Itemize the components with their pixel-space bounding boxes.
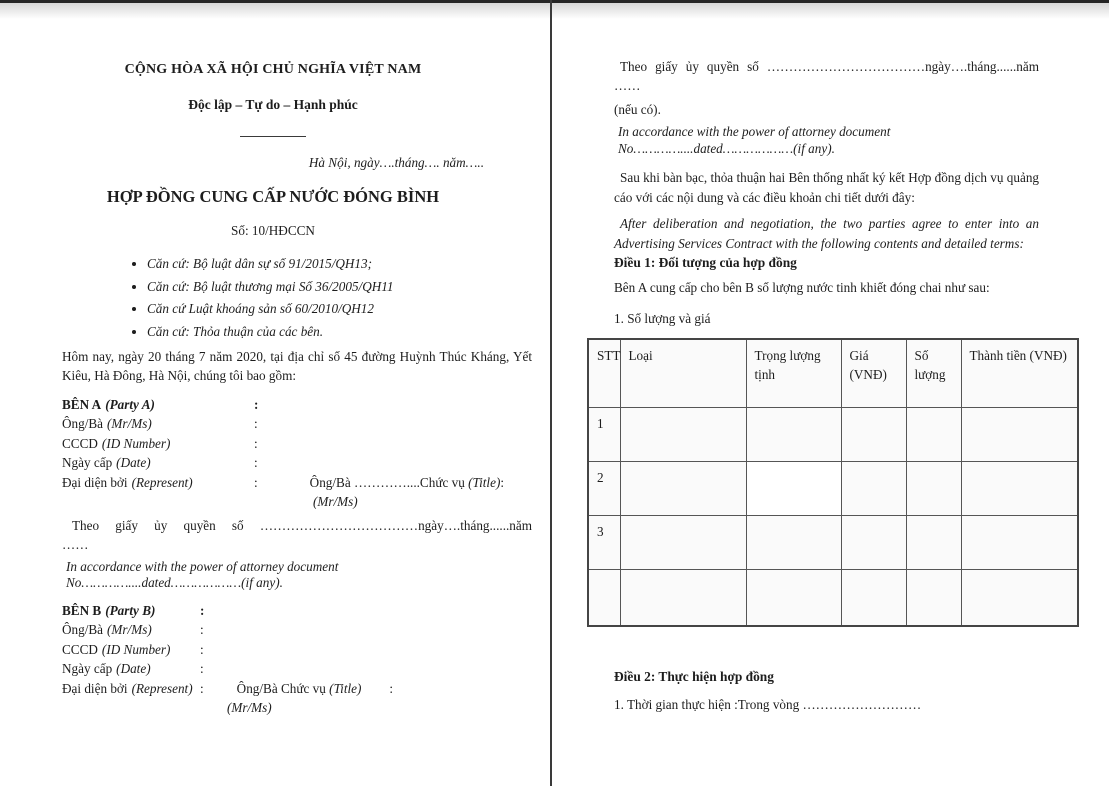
colon: :	[254, 396, 259, 412]
field-label: Ngày cấp	[62, 661, 113, 676]
legal-basis-item: • Căn cứ: Bộ luật thương mại Số 36/2005/QH11	[147, 277, 532, 296]
national-motto: Độc lập – Tự do – Hạnh phúc	[188, 97, 358, 112]
table-cell[interactable]	[841, 515, 906, 569]
table-cell-stt: 2	[588, 461, 620, 515]
table-cell[interactable]	[906, 569, 961, 626]
field-value[interactable]: :	[200, 661, 204, 676]
table-header-price: Giá (VNĐ)	[841, 339, 906, 407]
page-top-edge	[0, 0, 1109, 3]
table-cell[interactable]	[746, 569, 841, 626]
poa-english-line1: In accordance with the power of attorney document	[66, 558, 339, 574]
table-cell[interactable]	[620, 515, 746, 569]
colon: :	[200, 602, 205, 618]
colon: :	[500, 474, 505, 490]
party-a-section	[62, 395, 532, 512]
party-a-row-date	[62, 453, 532, 473]
field-label: Ông/Bà	[62, 416, 104, 431]
table-cell-stt: 1	[588, 407, 620, 461]
party-a-row-represent	[62, 473, 532, 493]
title-label: (Title)	[468, 474, 501, 490]
table-cell[interactable]	[961, 461, 1078, 515]
field-label: Ông/Bà	[62, 622, 104, 637]
poa-line-continuation: ……	[614, 78, 641, 93]
article-1-heading: Điều 1: Đối tượng của hợp đồng	[614, 255, 797, 270]
party-a-row-mrms	[62, 492, 532, 512]
article-1-intro: Bên A cung cấp cho bên B số lượng nước tinh khiết đóng chai như sau:	[614, 280, 990, 295]
article-2-heading: Điều 2: Thực hiện hợp đồng	[614, 669, 774, 684]
table-header-stt: STT	[588, 339, 620, 407]
party-a-name-en: (Party A)	[105, 396, 155, 412]
poa-line[interactable]: Theo giấy ủy quyền số ………………………………ngày….tháng......năm	[620, 59, 1039, 74]
field-label-en: (Date)	[116, 455, 151, 470]
contract-number: Số: 10/HĐCCN	[231, 223, 315, 238]
field-value[interactable]: :	[254, 455, 258, 470]
products-table	[587, 338, 1079, 627]
contract-title: HỢP ĐỒNG CUNG CẤP NƯỚC ĐÓNG BÌNH	[106, 187, 440, 206]
table-cell[interactable]	[746, 407, 841, 461]
agreement-paragraph-vi: Sau khi bàn bạc, thỏa thuận hai Bên thống nhất ký kết Hợp đồng dịch vụ quảng cáo với các nội dung và các điều khoản chi tiết dưới đây:	[614, 170, 1040, 205]
poa-english-line2: No…………....dated………………(if any).	[66, 575, 283, 590]
table-cell[interactable]	[961, 407, 1078, 461]
table-cell[interactable]	[841, 407, 906, 461]
party-a-name: BÊN A	[62, 396, 102, 412]
table-row	[588, 569, 1078, 626]
colon: :	[254, 474, 258, 490]
field-label-en: (Represent)	[131, 474, 193, 490]
table-header-type: Loại	[620, 339, 746, 407]
field-label-en: (Mr/Ms)	[107, 622, 152, 637]
title-label: (Title)	[329, 680, 362, 696]
represent-value[interactable]: Ông/Bà Chức vụ	[236, 680, 330, 696]
party-b-row-id	[62, 640, 532, 660]
party-b-heading	[62, 601, 532, 621]
table-cell-stt: 3	[588, 515, 620, 569]
table-header-quantity: Số lượng	[906, 339, 961, 407]
field-label: CCCD	[62, 435, 98, 451]
table-header-total: Thành tiền (VNĐ)	[961, 339, 1078, 407]
party-b-name-en: (Party B)	[105, 602, 156, 618]
field-value[interactable]: :	[254, 416, 258, 431]
table-cell[interactable]	[906, 515, 961, 569]
if-any-note: (nếu có).	[614, 102, 661, 117]
poa-english-block	[614, 124, 1039, 157]
motto-separator	[240, 136, 306, 137]
place-date-line: Hà Nội, ngày….tháng…. năm…..	[308, 155, 484, 170]
agreement-paragraph-en: After deliberation and negotiation, the two parties agree to enter into an Advertising Services Contract with the following contents and detailed terms:	[614, 216, 1039, 251]
national-header: CỘNG HÒA XÃ HỘI CHỦ NGHĨA VIỆT NAM	[124, 62, 422, 77]
poa-line-continuation: ……	[62, 536, 89, 552]
field-label: CCCD	[62, 641, 98, 657]
table-row	[588, 461, 1078, 515]
legal-basis-item: • Căn cứ Luật khoáng sản số 60/2010/QH12	[147, 299, 532, 318]
table-cell[interactable]	[841, 569, 906, 626]
field-value[interactable]: :	[254, 435, 258, 451]
page-top-shadow	[0, 3, 1109, 19]
field-value[interactable]: :	[200, 641, 204, 657]
document-page-1	[0, 0, 550, 786]
field-label: Đại diện bởi	[62, 474, 128, 490]
table-cell-stt	[588, 569, 620, 626]
party-a-row-id	[62, 434, 532, 454]
poa-english-line2: No…………....dated………………(if any).	[618, 140, 835, 156]
legal-bases-list	[62, 254, 532, 341]
poa-english-line1: In accordance with the power of attorney document	[618, 124, 891, 139]
table-cell[interactable]	[906, 461, 961, 515]
table-row	[588, 515, 1078, 569]
table-header-net-weight: Trọng lượng tịnh	[746, 339, 841, 407]
field-label: Đại diện bởi	[62, 680, 128, 696]
intro-paragraph: Hôm nay, ngày 20 tháng 7 năm 2020, tại địa chỉ số 45 đường Huỳnh Thúc Kháng, Yết Kiêu, Hà Đông, Hà Nội, chúng tôi bao gồm:	[62, 348, 532, 383]
mrms-sublabel: (Mr/Ms)	[313, 494, 358, 509]
party-b-row-date	[62, 659, 532, 679]
mrms-sublabel: (Mr/Ms)	[227, 700, 272, 715]
party-b-name: BÊN B	[62, 602, 102, 618]
colon: :	[389, 680, 394, 696]
legal-basis-item: • Căn cứ: Thỏa thuận của các bên.	[147, 322, 532, 341]
table-cell[interactable]	[961, 515, 1078, 569]
field-value[interactable]: :	[200, 622, 204, 637]
table-cell[interactable]	[620, 569, 746, 626]
legal-basis-item: • Căn cứ: Bộ luật dân sự số 91/2015/QH13;	[147, 254, 532, 273]
field-label: Ngày cấp	[62, 455, 113, 470]
field-label-en: (Mr/Ms)	[107, 416, 152, 431]
party-b-row-name	[62, 620, 532, 640]
poa-english-block	[62, 559, 532, 592]
party-b-row-mrms	[62, 698, 532, 718]
table-cell[interactable]	[620, 407, 746, 461]
document-page-2	[552, 0, 1109, 786]
quantity-price-label: 1. Số lượng và giá	[614, 311, 711, 326]
table-cell[interactable]	[841, 461, 906, 515]
table-cell[interactable]	[746, 515, 841, 569]
party-b-row-represent	[62, 679, 532, 699]
field-label-en: (ID Number)	[101, 641, 171, 657]
poa-line[interactable]: Theo giấy ủy quyền số ………………………………ngày….tháng......năm	[72, 517, 532, 533]
field-label-en: (ID Number)	[101, 435, 171, 451]
field-label-en: (Date)	[116, 661, 151, 676]
page-divider	[550, 0, 552, 786]
table-row	[588, 407, 1078, 461]
document-header-block	[62, 60, 484, 240]
table-cell[interactable]	[620, 461, 746, 515]
table-cell-highlighted[interactable]	[746, 461, 841, 515]
party-a-heading	[62, 395, 532, 415]
table-cell[interactable]	[906, 407, 961, 461]
represent-value[interactable]: Ông/Bà …………....Chức vụ	[309, 474, 469, 490]
table-header-row	[588, 339, 1078, 407]
party-b-section	[62, 601, 532, 718]
colon: :	[200, 680, 204, 696]
party-a-row-name	[62, 414, 532, 434]
field-label-en: (Represent)	[131, 680, 193, 696]
table-cell[interactable]	[961, 569, 1078, 626]
article-2-duration-line[interactable]: 1. Thời gian thực hiện :Trong vòng ………………………	[614, 697, 922, 712]
